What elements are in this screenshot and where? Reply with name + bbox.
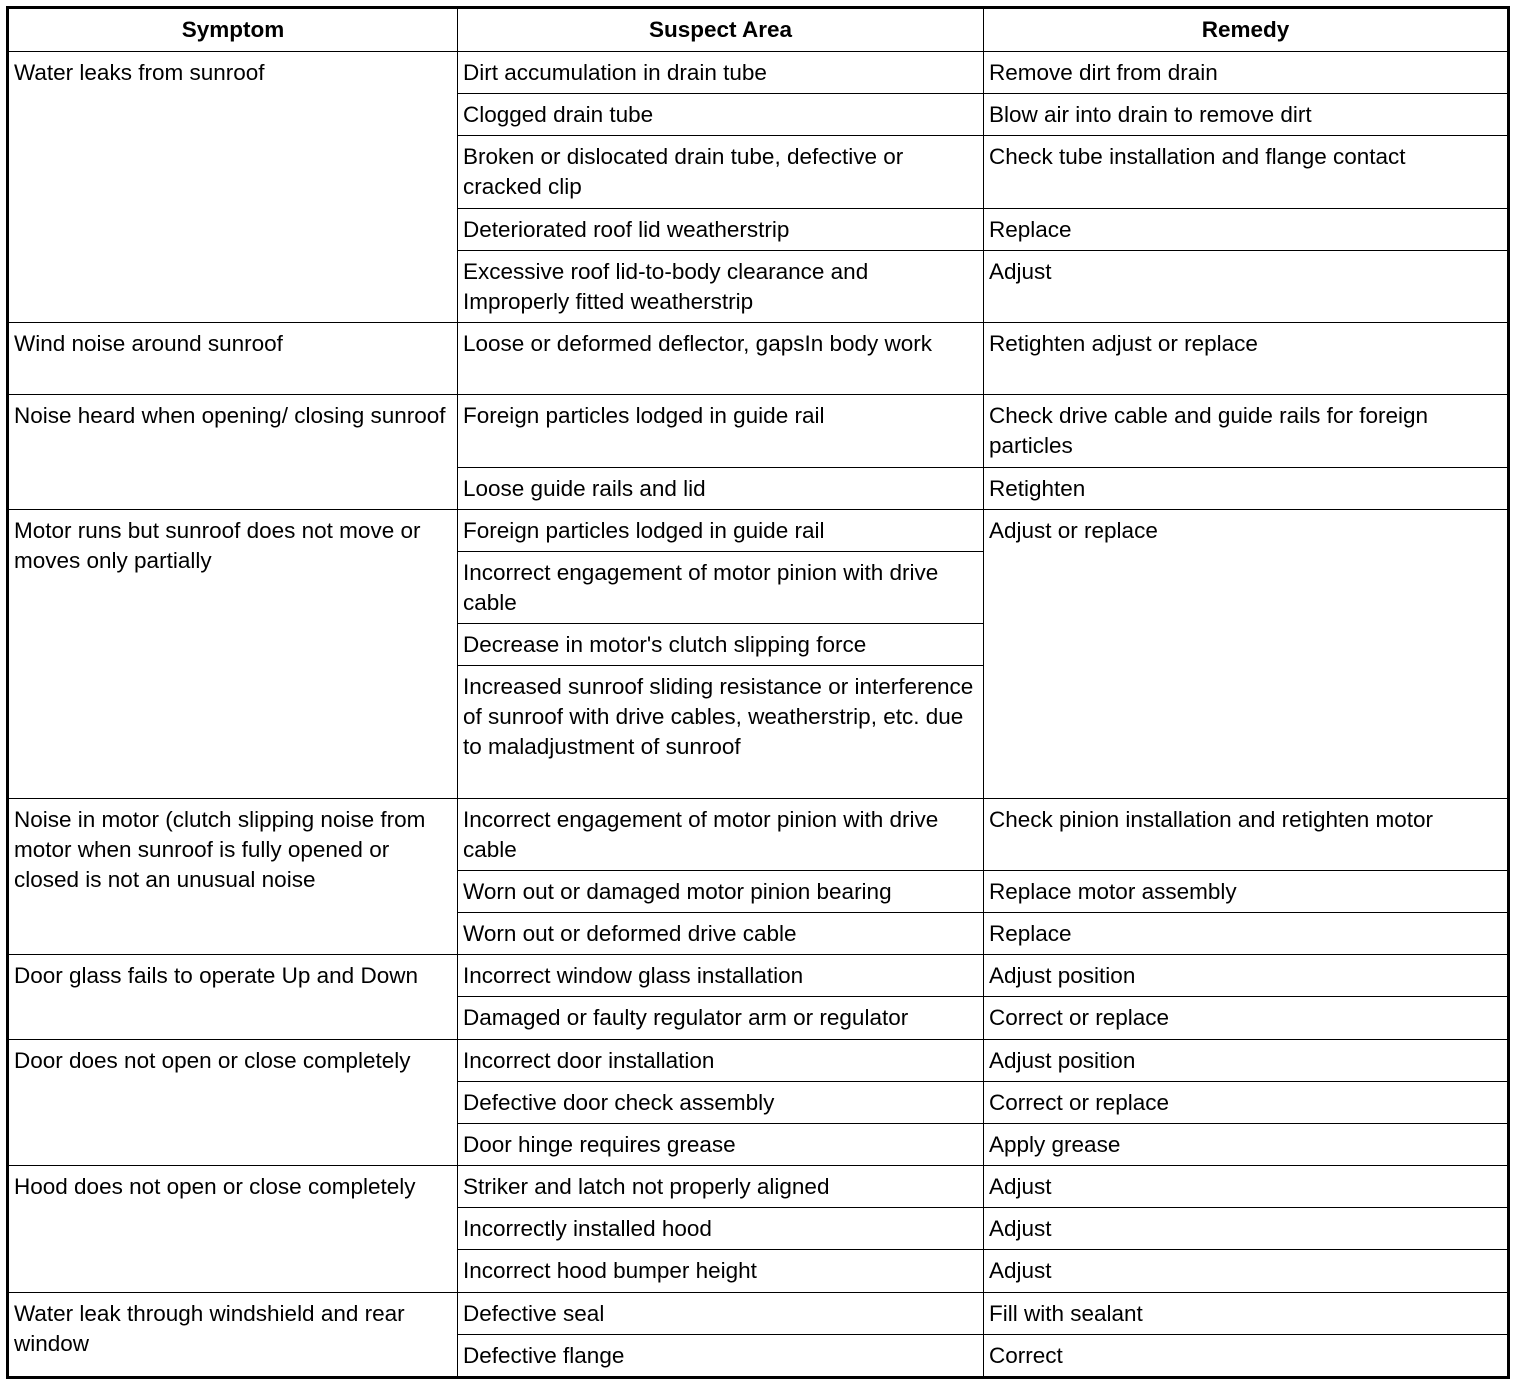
table-row	[8, 52, 1509, 94]
remedy-cell: Adjust	[984, 1250, 1509, 1292]
suspect-cell: Defective seal	[458, 1292, 984, 1334]
remedy-cell: Adjust position	[984, 955, 1509, 997]
header-symptom: Symptom	[8, 8, 458, 52]
remedy-cell: Retighten adjust or replace	[984, 323, 1509, 395]
symptom-cell: Door glass fails to operate Up and Down	[8, 955, 458, 1039]
symptom-cell: Motor runs but sunroof does not move or moves only partially	[8, 509, 458, 798]
remedy-cell: Correct or replace	[984, 1081, 1509, 1123]
symptom-cell: Water leaks from sunroof	[8, 52, 458, 323]
suspect-cell: Foreign particles lodged in guide rail	[458, 509, 984, 551]
remedy-cell: Adjust	[984, 1208, 1509, 1250]
header-remedy: Remedy	[984, 8, 1509, 52]
remedy-cell: Correct	[984, 1334, 1509, 1377]
remedy-cell: Check tube installation and flange contact	[984, 136, 1509, 208]
symptom-cell: Water leak through windshield and rear window	[8, 1292, 458, 1377]
remedy-cell: Replace motor assembly	[984, 871, 1509, 913]
suspect-cell: Worn out or deformed drive cable	[458, 913, 984, 955]
remedy-cell: Fill with sealant	[984, 1292, 1509, 1334]
remedy-cell: Adjust	[984, 250, 1509, 322]
remedy-cell: Replace	[984, 913, 1509, 955]
header-row	[8, 8, 1509, 52]
table-row	[8, 1166, 1509, 1208]
symptom-cell: Hood does not open or close completely	[8, 1166, 458, 1292]
suspect-cell: Worn out or damaged motor pinion bearing	[458, 871, 984, 913]
suspect-cell: Deteriorated roof lid weatherstrip	[458, 208, 984, 250]
table-row	[8, 509, 1509, 551]
symptom-cell: Wind noise around sunroof	[8, 323, 458, 395]
remedy-cell: Check pinion installation and retighten motor	[984, 798, 1509, 870]
suspect-cell: Excessive roof lid-to-body clearance and Improperly fitted weatherstrip	[458, 250, 984, 322]
header-suspect-area: Suspect Area	[458, 8, 984, 52]
remedy-cell: Check drive cable and guide rails for foreign particles	[984, 395, 1509, 467]
suspect-cell: Foreign particles lodged in guide rail	[458, 395, 984, 467]
suspect-cell: Increased sunroof sliding resistance or interference of sunroof with drive cables, weatherstrip, etc. due to maladjustment of sunroof	[458, 666, 984, 798]
suspect-cell: Incorrect engagement of motor pinion with drive cable	[458, 798, 984, 870]
remedy-cell: Blow air into drain to remove dirt	[984, 94, 1509, 136]
remedy-cell: Adjust position	[984, 1039, 1509, 1081]
suspect-cell: Incorrect engagement of motor pinion with drive cable	[458, 551, 984, 623]
troubleshooting-table	[6, 6, 1510, 1379]
remedy-cell: Apply grease	[984, 1123, 1509, 1165]
suspect-cell: Incorrectly installed hood	[458, 1208, 984, 1250]
suspect-cell: Broken or dislocated drain tube, defective or cracked clip	[458, 136, 984, 208]
remedy-cell: Retighten	[984, 467, 1509, 509]
table-row	[8, 798, 1509, 870]
suspect-cell: Incorrect door installation	[458, 1039, 984, 1081]
suspect-cell: Decrease in motor's clutch slipping force	[458, 624, 984, 666]
remedy-cell: Correct or replace	[984, 997, 1509, 1039]
remedy-cell: Adjust	[984, 1166, 1509, 1208]
table-row	[8, 1039, 1509, 1081]
remedy-cell: Replace	[984, 208, 1509, 250]
suspect-cell: Dirt accumulation in drain tube	[458, 52, 984, 94]
table-row	[8, 1292, 1509, 1334]
symptom-cell: Door does not open or close completely	[8, 1039, 458, 1165]
suspect-cell: Loose or deformed deflector, gapsIn body work	[458, 323, 984, 395]
suspect-cell: Defective door check assembly	[458, 1081, 984, 1123]
suspect-cell: Loose guide rails and lid	[458, 467, 984, 509]
table-row	[8, 395, 1509, 467]
suspect-cell: Striker and latch not properly aligned	[458, 1166, 984, 1208]
suspect-cell: Door hinge requires grease	[458, 1123, 984, 1165]
suspect-cell: Defective flange	[458, 1334, 984, 1377]
remedy-cell: Adjust or replace	[984, 509, 1509, 798]
suspect-cell: Incorrect hood bumper height	[458, 1250, 984, 1292]
suspect-cell: Incorrect window glass installation	[458, 955, 984, 997]
remedy-cell: Remove dirt from drain	[984, 52, 1509, 94]
suspect-cell: Damaged or faulty regulator arm or regulator	[458, 997, 984, 1039]
suspect-cell: Clogged drain tube	[458, 94, 984, 136]
table-row	[8, 955, 1509, 997]
table-row	[8, 323, 1509, 395]
symptom-cell: Noise heard when opening/ closing sunroof	[8, 395, 458, 509]
symptom-cell: Noise in motor (clutch slipping noise from motor when sunroof is fully opened or closed is not an unusual noise	[8, 798, 458, 955]
